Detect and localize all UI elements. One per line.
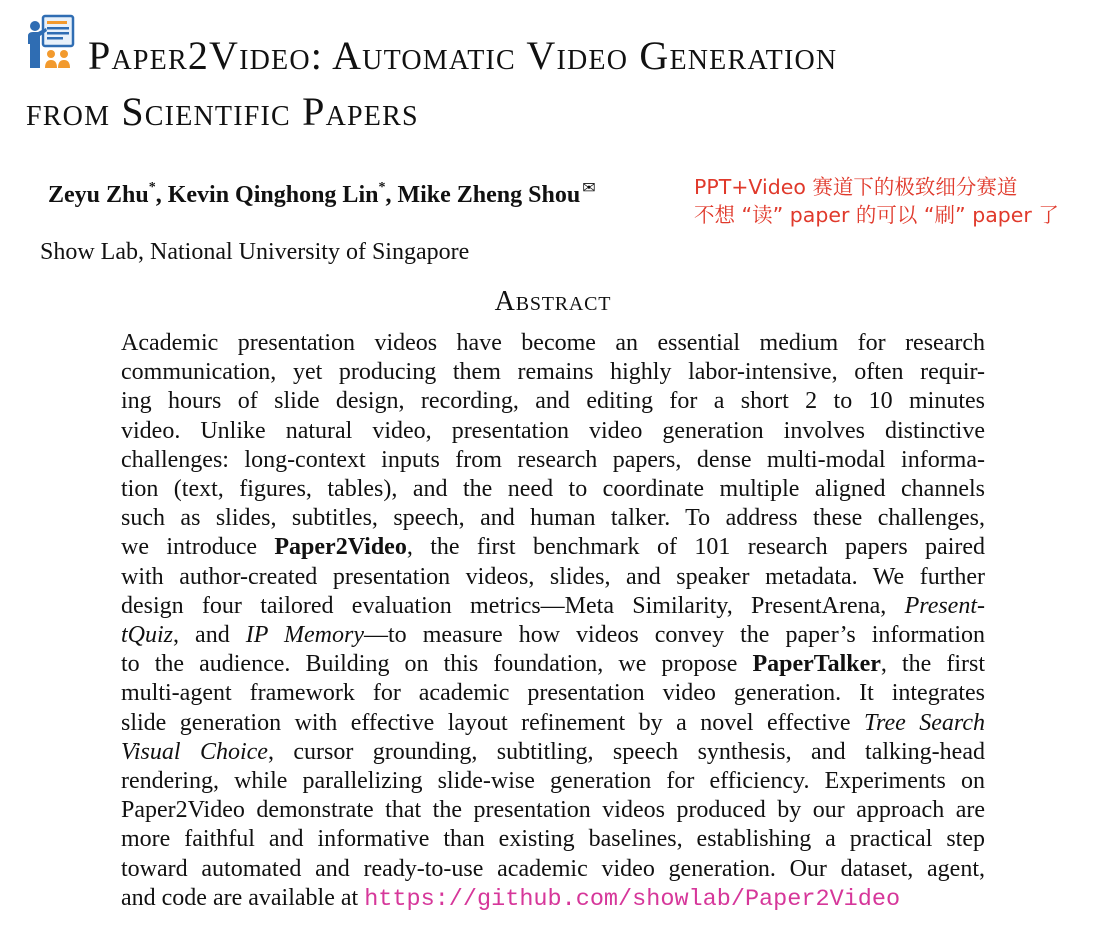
- author-name: Kevin Qinghong Lin: [167, 182, 379, 208]
- abstract-line: such as slides, subtitles, speech, and human talker. To address these challenges,: [121, 505, 985, 532]
- abstract-line: video. Unlike natural video, presentation video generation involves distinctive: [121, 417, 985, 444]
- author-name: Mike Zheng Shou: [397, 182, 581, 208]
- abstract-line: [121, 738, 985, 767]
- method-name: Visual Choice: [121, 738, 268, 765]
- abstract-line: tion (text, figures, tables), and the need to coordinate multiple aligned channels: [121, 476, 985, 503]
- red-annotation: [694, 173, 1059, 229]
- abstract-line: more faithful and informative than existing baselines, establishing a practical step: [121, 826, 985, 853]
- annotation-line-1: PPT+Video 赛道下的极致细分赛道: [694, 175, 1018, 199]
- abstract-line: with author-created presentation videos, slides, and speaker metadata. We further: [121, 563, 985, 590]
- abstract-heading: Abstract: [494, 286, 612, 317]
- abstract-line: [121, 533, 985, 562]
- affiliation: Show Lab, National University of Singapore: [40, 239, 470, 265]
- author-separator: ,: [385, 182, 398, 208]
- abstract-text: to the audience. Building on this foundation, we propose: [121, 651, 753, 678]
- abstract-text: —to measure how videos convey the paper’s information: [363, 622, 986, 649]
- author-list: [48, 178, 596, 209]
- framework-name: PaperTalker: [752, 651, 881, 678]
- abstract-line: Academic presentation videos have become an essential medium for research: [121, 330, 985, 356]
- abstract-text: and code are available at: [121, 884, 359, 911]
- abstract-text: we introduce: [121, 534, 275, 561]
- abstract-line: [121, 650, 985, 679]
- abstract-line: [121, 592, 985, 621]
- metric-name: tQuiz: [121, 622, 174, 649]
- abstract-line: [121, 884, 985, 914]
- abstract-body: [121, 329, 985, 914]
- equal-contribution-mark: *: [378, 180, 386, 195]
- abstract-line: rendering, while parallelizing slide-wise generation for efficiency. Experiments on: [121, 768, 985, 795]
- abstract-line: toward automated and ready-to-use academic video generation. Our dataset, agent,: [121, 855, 985, 882]
- paper-title: [26, 28, 1106, 140]
- abstract-line: [121, 709, 985, 738]
- equal-contribution-mark: *: [148, 180, 156, 195]
- benchmark-name: Paper2Video: [274, 534, 407, 561]
- abstract-line: Paper2Video demonstrate that the presentation videos produced by our approach are: [121, 797, 985, 824]
- corresponding-author-envelope-icon: ✉: [582, 180, 596, 197]
- abstract-line: [121, 621, 985, 650]
- abstract-line: communication, yet producing them remains highly labor-intensive, often requir-: [121, 359, 985, 386]
- github-link[interactable]: https://github.com/showlab/Paper2Video: [364, 885, 901, 913]
- abstract-text: design four tailored evaluation metrics—Meta Similarity, PresentArena,: [121, 592, 905, 619]
- abstract-text: , and: [173, 622, 246, 649]
- abstract-text: , the first: [880, 651, 985, 678]
- paper-title-line-1: Paper2Video: Automatic Video Generation: [88, 33, 838, 78]
- metric-name: IP Memory: [245, 622, 364, 649]
- metric-name: Present-: [904, 592, 985, 619]
- annotation-line-2: 不想 “读” paper 的可以 “刷” paper 了: [694, 203, 1059, 227]
- abstract-text: , cursor grounding, subtitling, speech synthesis, and talking-head: [267, 738, 985, 765]
- author-separator: ,: [155, 182, 168, 208]
- abstract-line: multi-agent framework for academic presentation video generation. It integrates: [121, 680, 985, 707]
- author-name: Zeyu Zhu: [48, 182, 149, 208]
- abstract-text: slide generation with effective layout refinement by a novel effective: [121, 709, 864, 736]
- abstract-line: challenges: long-context inputs from research papers, dense multi-modal informa-: [121, 446, 985, 473]
- abstract-line: ing hours of slide design, recording, and editing for a short 2 to 10 minutes: [121, 388, 985, 415]
- method-name: Tree Search: [863, 709, 985, 736]
- paper-title-line-2: from Scientific Papers: [26, 89, 419, 134]
- abstract-text: , the first benchmark of 101 research papers paired: [406, 534, 985, 561]
